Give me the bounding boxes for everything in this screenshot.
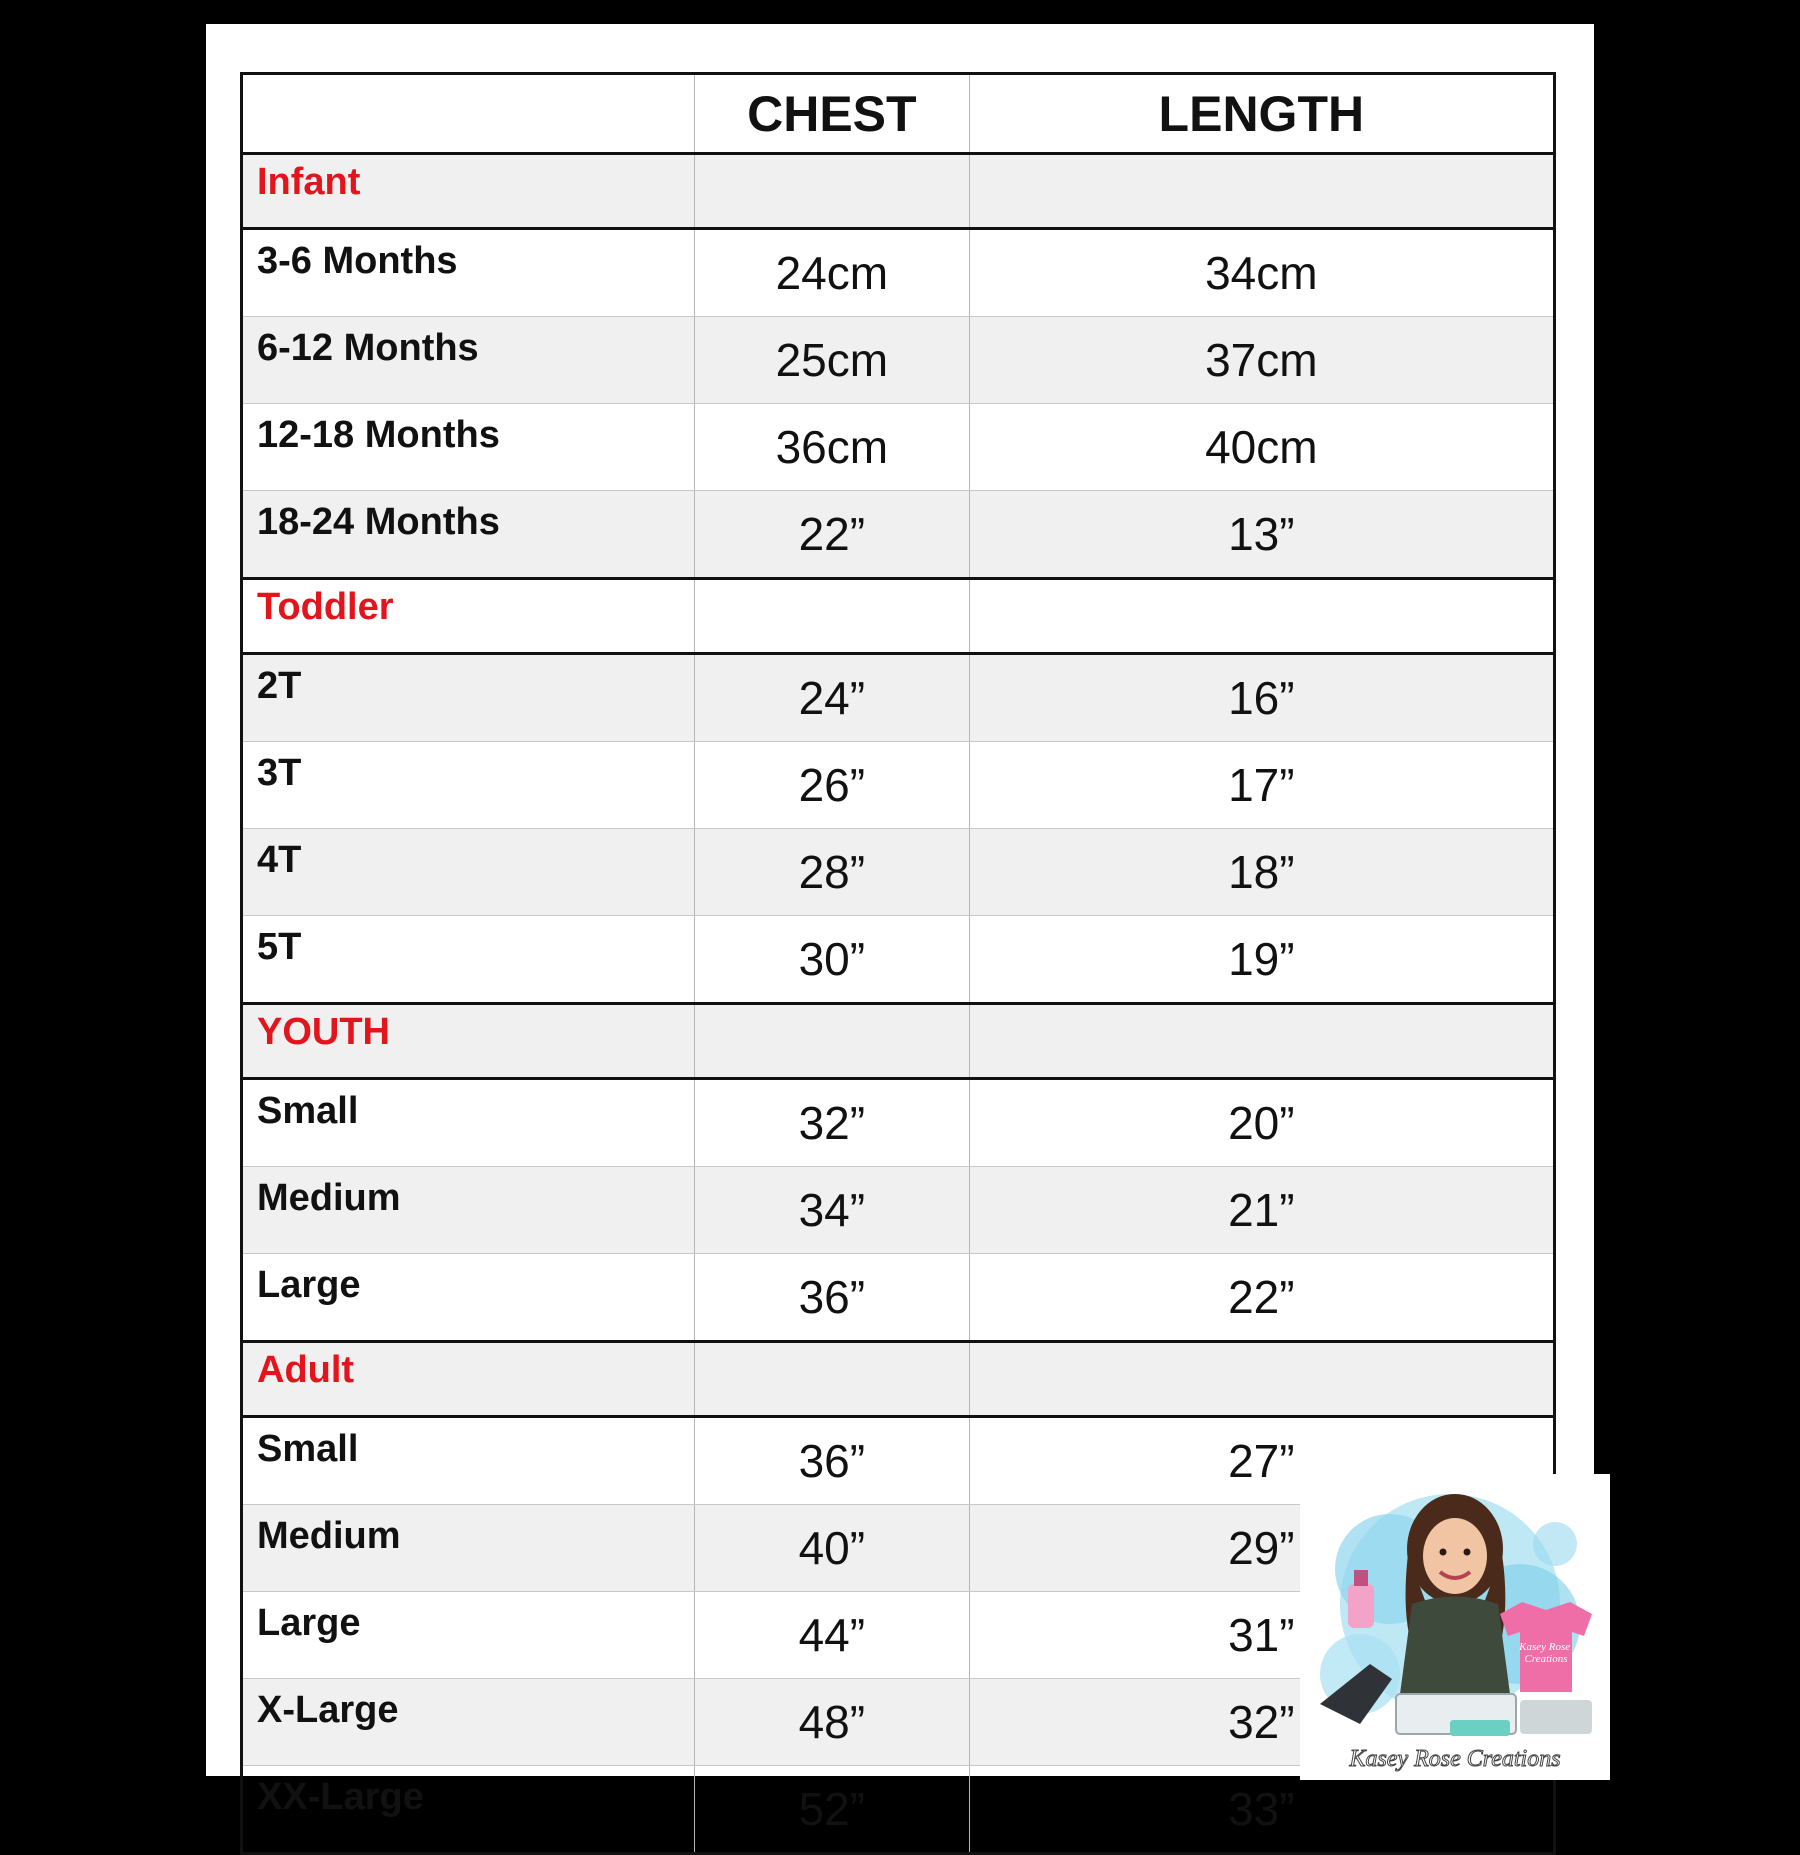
length-value: 20”	[969, 1079, 1554, 1167]
brand-logo-illustration	[1300, 1474, 1610, 1780]
length-value: 31”	[969, 1592, 1554, 1679]
size-label: 6-12 Months	[242, 317, 695, 404]
chest-value: 34”	[695, 1167, 970, 1254]
section-row-toddler	[242, 579, 1555, 654]
section-row-infant	[242, 154, 1555, 229]
table-row	[242, 1079, 1555, 1167]
empty-cell	[969, 154, 1554, 229]
section-title: Adult	[242, 1342, 695, 1417]
section-row-adult	[242, 1342, 1555, 1417]
table-row	[242, 317, 1555, 404]
chest-value: 30”	[695, 916, 970, 1004]
table-row	[242, 229, 1555, 317]
empty-cell	[695, 1342, 970, 1417]
shirt-text: Kasey Rose Creations	[1519, 1641, 1571, 1665]
chest-value: 22”	[695, 491, 970, 579]
empty-cell	[695, 1004, 970, 1079]
length-value: 34cm	[969, 229, 1554, 317]
size-label: XX-Large	[242, 1766, 695, 1854]
header-row	[242, 74, 1555, 154]
chest-value: 32”	[695, 1079, 970, 1167]
size-label: Large	[242, 1592, 695, 1679]
length-value: 29”	[969, 1505, 1554, 1592]
splash-blob	[1533, 1522, 1577, 1566]
header-chest: CHEST	[695, 74, 970, 154]
chest-value: 40”	[695, 1505, 970, 1592]
cutter-icon	[1450, 1720, 1510, 1736]
length-value: 33”	[969, 1766, 1554, 1854]
empty-cell	[969, 1342, 1554, 1417]
chest-value: 48”	[695, 1679, 970, 1766]
empty-cell	[969, 579, 1554, 654]
table-row	[242, 742, 1555, 829]
length-value: 13”	[969, 491, 1554, 579]
machine-icon	[1520, 1700, 1592, 1734]
length-value: 37cm	[969, 317, 1554, 404]
table-row	[242, 491, 1555, 579]
size-label: 3-6 Months	[242, 229, 695, 317]
section-row-youth	[242, 1004, 1555, 1079]
size-label: 3T	[242, 742, 695, 829]
chest-value: 24cm	[695, 229, 970, 317]
chest-value: 52”	[695, 1766, 970, 1854]
eye-shape	[1440, 1549, 1447, 1556]
chest-value: 36”	[695, 1417, 970, 1505]
size-label: Small	[242, 1079, 695, 1167]
length-value: 40cm	[969, 404, 1554, 491]
empty-cell	[695, 579, 970, 654]
section-title: Toddler	[242, 579, 695, 654]
table-row	[242, 1167, 1555, 1254]
table-row	[242, 916, 1555, 1004]
face-shape	[1423, 1518, 1487, 1594]
chest-value: 24”	[695, 654, 970, 742]
empty-cell	[695, 154, 970, 229]
size-label: 12-18 Months	[242, 404, 695, 491]
spray-bottle-cap	[1354, 1570, 1368, 1586]
table-row	[242, 829, 1555, 916]
section-title: Infant	[242, 154, 695, 229]
table-row	[242, 654, 1555, 742]
size-label: 18-24 Months	[242, 491, 695, 579]
length-value: 27”	[969, 1417, 1554, 1505]
chest-value: 36cm	[695, 404, 970, 491]
length-value: 19”	[969, 916, 1554, 1004]
length-value: 18”	[969, 829, 1554, 916]
size-label: 5T	[242, 916, 695, 1004]
brand-logo	[1300, 1474, 1610, 1780]
spray-bottle-icon	[1348, 1584, 1374, 1628]
header-blank	[242, 74, 695, 154]
chest-value: 28”	[695, 829, 970, 916]
size-label: Small	[242, 1417, 695, 1505]
table-row	[242, 404, 1555, 491]
header-length: LENGTH	[969, 74, 1554, 154]
size-label: 4T	[242, 829, 695, 916]
chest-value: 26”	[695, 742, 970, 829]
size-label: X-Large	[242, 1679, 695, 1766]
empty-cell	[969, 1004, 1554, 1079]
length-value: 22”	[969, 1254, 1554, 1342]
length-value: 21”	[969, 1167, 1554, 1254]
size-label: Large	[242, 1254, 695, 1342]
length-value: 32”	[969, 1679, 1554, 1766]
chest-value: 44”	[695, 1592, 970, 1679]
size-label: Medium	[242, 1167, 695, 1254]
chest-value: 25cm	[695, 317, 970, 404]
top-shape	[1400, 1597, 1510, 1695]
table-row	[242, 1254, 1555, 1342]
brand-name: Kasey Rose Creations	[1349, 1746, 1561, 1772]
section-title: YOUTH	[242, 1004, 695, 1079]
eye-shape	[1464, 1549, 1471, 1556]
length-value: 16”	[969, 654, 1554, 742]
size-label: 2T	[242, 654, 695, 742]
chest-value: 36”	[695, 1254, 970, 1342]
length-value: 17”	[969, 742, 1554, 829]
size-label: Medium	[242, 1505, 695, 1592]
